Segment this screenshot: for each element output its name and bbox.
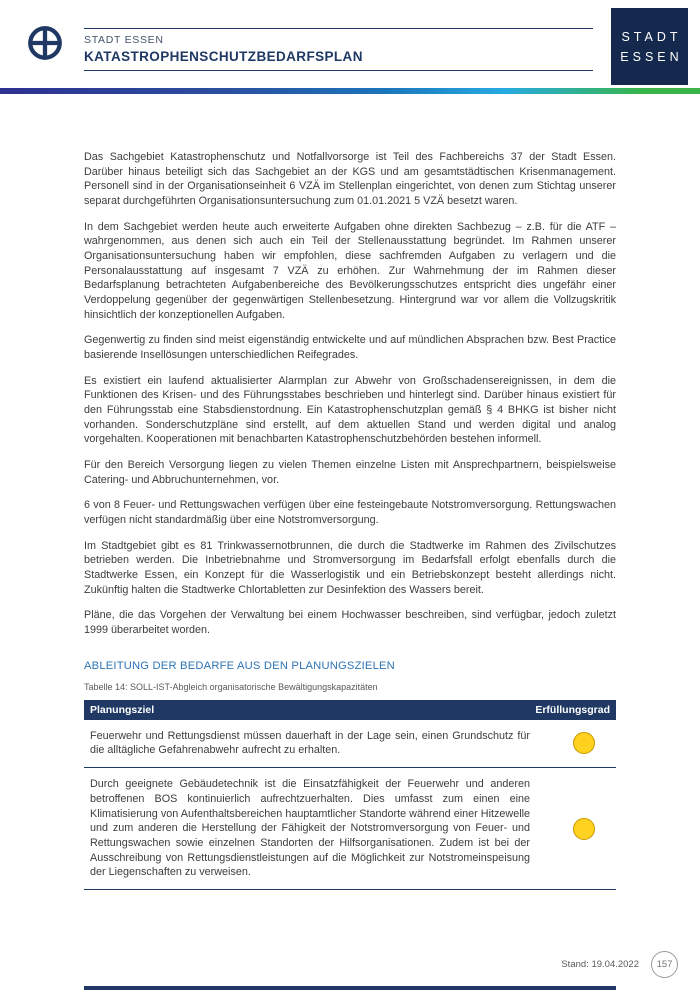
bottom-page-rule: [84, 986, 616, 990]
logo-line-2: ESSEN: [620, 49, 683, 64]
footer: [561, 951, 678, 978]
table-caption: Tabelle 14: SOLL-IST-Abgleich organisatorische Bewältigungskapazitäten: [84, 681, 378, 692]
body-paragraph: 6 von 8 Feuer- und Rettungswachen verfügen über eine festeingebaute Notstromversorgung. Rettungswachen verfügen nicht standardmäßig über eine Notstromversorgung.: [84, 499, 616, 527]
status-yellow-circle-icon: [573, 818, 595, 840]
fulfillment-cell: [552, 729, 616, 758]
status-yellow-circle-icon: [573, 732, 595, 754]
header-gradient-rule: [0, 88, 700, 94]
page-title: KATASTROPHENSCHUTZBEDARFSPLAN: [84, 49, 363, 64]
body-paragraph: Das Sachgebiet Katastrophenschutz und Notfallvorsorge ist Teil des Fachbereichs 37 der Stadt Essen. Darüber hinaus beteiligt sich das Sachgebiet an der KGS und am gesamtstädtischen Krisenmanagement. Personell sind in der Organisationseinheit 6 VZÄ im Stellenplan eingerichtet, von denen zum Stichtag unserer separat durchgeführten Organisationsuntersuchung zum 01.01.2021 5 VZÄ besetzt waren.: [84, 151, 616, 208]
document-body: [84, 150, 616, 890]
capacity-table: [84, 700, 616, 890]
table-header-grade: Erfüllungsgrad: [535, 703, 610, 716]
logo-line-1: STADT: [621, 29, 682, 44]
body-paragraph: In dem Sachgebiet werden heute auch erweiterte Aufgaben ohne direkten Sachbezug – z.B. für die ATF – wahrgenommen, aus denen sich auch ein Teil der Stellenausstattung begründet. Im Rahmen unserer Organisationsuntersuchung haben wir empfohlen, diese sachfremden Aufgaben zu verlagern und die Personalausstattung auf insgesamt 7 VZÄ zu erhöhen. Zur Wahrnehmung der im Rahmen dieser Bedarfsplanung betrachteten Aufgabenbereiche des Bevölkerungsschutzes entspricht dies ungefähr einer Verdoppelung gegenüber der gegenwärtigen Stellenbesetzung. Hintergrund war vor allem die Vollzugskritik hinsichtlich der konzeptionellen Aufgaben.: [84, 220, 616, 321]
body-paragraph: Es existiert ein laufend aktualisierter Alarmplan zur Abwehr von Großschadensereignissen, in dem die Funktionen des Krisen- und des Führungsstabes beschrieben und hinterlegt sind. Darüber hinaus existiert für den Führungsstab eine Stabsdienstordnung. Ein Katastrophenschutzplan gemäß § 4 BHKG ist bisher nicht vorhanden. Sonderschutzpläne sind erstellt, auf dem aktuellen Stand und werden digital und analog vorgehalten. Kooperationen mit benachbarten Katastrophenschutzbehörden bestehen informell.: [84, 374, 616, 446]
fulfillment-cell: [552, 777, 616, 880]
body-paragraph: Pläne, die das Vorgehen der Verwaltung bei einem Hochwasser beschreiben, sind verfügbar, jedoch zuletzt 1999 überarbeitet worden.: [84, 609, 616, 637]
table-header-goal: Planungsziel: [90, 703, 155, 716]
revision-date: Stand: 19.04.2022: [561, 959, 639, 970]
body-paragraph: Im Stadtgebiet gibt es 81 Trinkwassernotbrunnen, die durch die Stadtwerke im Rahmen des Zivilschutzes betrieben werden. Die Inbetriebnahme und Stromversorgung im Bedarfsfall erfolgt ebenfalls durch die Stadtwerke Essen, ein Konzept für die Wasserlogistik und ein Betriebskonzept besteht allerdings nicht. Zukünftig halten die Stadtwerke Chlortabletten zur Desinfektion des Wassers bereit.: [84, 539, 616, 596]
page-number-badge: 157: [651, 951, 678, 978]
planning-goal-text: Feuerwehr und Rettungsdienst müssen dauerhaft in der Lage sein, einen Grundschutz für die alltägliche Gefahrenabwehr aufrecht zu erhalten.: [90, 729, 530, 757]
table-header-row: [84, 700, 616, 720]
body-paragraph: Für den Bereich Versorgung liegen zu vielen Themen einzelne Listen mit Ansprechpartnern, beispielsweise Catering- und Abbruchunternehmen, vor.: [84, 459, 616, 486]
city-cross-icon: [26, 24, 64, 62]
body-paragraph: Gegenwertig zu finden sind meist eigenständig entwickelte und auf mündlichen Absprachen bzw. Best Practice basierende Insellösungen unterschiedlichen Reifegrades.: [84, 334, 616, 362]
planning-goal-text: Durch geeignete Gebäudetechnik ist die Einsatzfähigkeit der Feuerwehr und anderen betroffenen BOS kontinuierlich aufrechtzuerhalten. Dies umfasst zum einen eine Klimatisierung von Aufenthaltsbereichen hauptamtlicher Standorte während einer Hitzewelle und zum anderen die Herstellung der Fähigkeit der Notstromversorgung von Feuer- und Rettungswachen sowie einzelnen Standorten der Hilfsorganisationen. Zudem ist bei der Ausschreibung von Rettungsdienstleistungen auf die Möglichkeit zur Notstromeinspeisung der Liegenschaften zu verweisen.: [90, 778, 530, 879]
table-row: [84, 720, 616, 768]
org-name: STADT ESSEN: [84, 34, 164, 46]
header: [84, 28, 593, 71]
stadt-essen-logo: [611, 8, 688, 85]
table-row: [84, 768, 616, 890]
section-heading: ABLEITUNG DER BEDARFE AUS DEN PLANUNGSZIELEN: [84, 659, 395, 672]
